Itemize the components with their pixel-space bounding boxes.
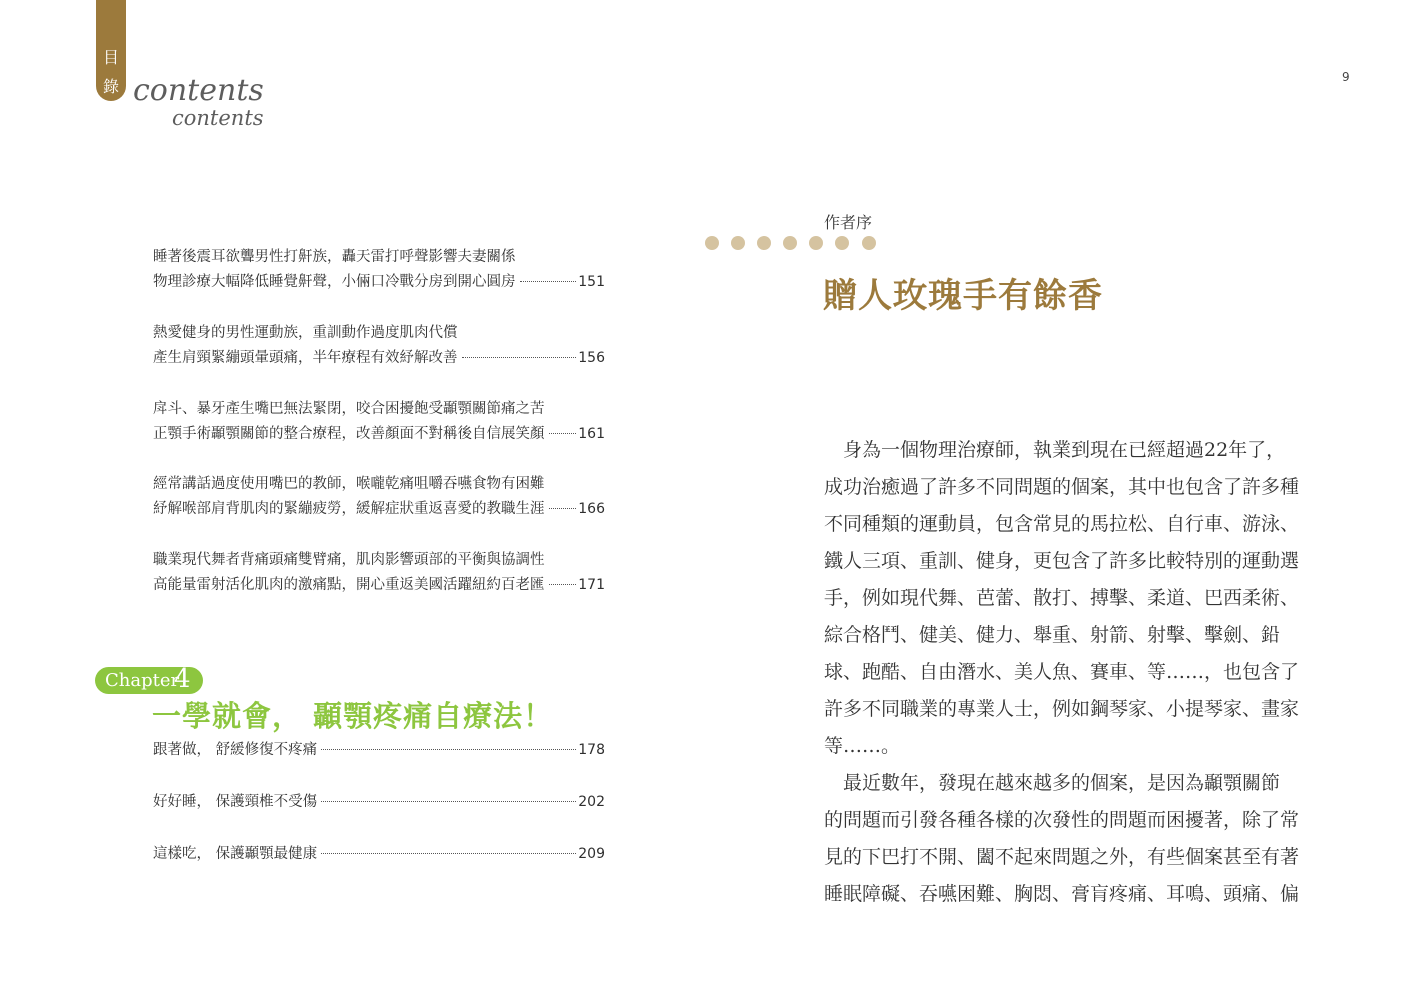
dot-leader [321, 801, 576, 802]
toc-entry[interactable] [153, 245, 605, 295]
body-line: 最近數年，發現在越來越多的個案，是因為顳顎關節 [824, 772, 1281, 794]
decorative-dot [835, 236, 849, 250]
toc-entry[interactable] [153, 321, 605, 371]
body-line: 手，例如現代舞、芭蕾、散打、搏擊、柔道、巴西柔術、 [824, 587, 1300, 609]
toc-entry-line1: 睡著後震耳欲聾男性打鼾族，轟天雷打呼聲影響夫妻關係 [153, 249, 516, 265]
body-line: 鐵人三項、重訓、健身，更包含了許多比較特別的運動選 [824, 550, 1300, 572]
tab-char-mu: 目 [102, 48, 119, 67]
body-line: 等……。 [824, 735, 901, 757]
dot-leader [321, 853, 576, 854]
toc-item-text: 這樣吃， 保護顳顎最健康 [153, 846, 318, 862]
dot-leader [549, 433, 577, 434]
decorative-dot [705, 236, 719, 250]
toc-page-number: 202 [578, 794, 605, 810]
body-line: 球、跑酷、自由潛水、美人魚、賽車、等……，也包含了 [824, 661, 1300, 683]
chapter-badge [95, 664, 203, 694]
chapter-word: Chapter [105, 670, 180, 691]
tab-char-lu: 錄 [102, 77, 119, 96]
preface-body [824, 432, 1316, 913]
toc-entry-line2: 紓解喉部肩背肌肉的緊繃疲勞，緩解症狀重返喜愛的教職生涯 [153, 501, 545, 517]
toc-page-number: 171 [578, 577, 605, 593]
decorative-dot [809, 236, 823, 250]
body-line: 的問題而引發各種各樣的次發性的問題而困擾著，除了常 [824, 809, 1300, 831]
dot-leader [462, 357, 577, 358]
toc-entry-line1: 戽斗、暴牙產生嘴巴無法緊閉，咬合困擾飽受顳顎關節痛之苦 [153, 401, 545, 417]
body-line: 綜合格鬥、健美、健力、舉重、射箭、射擊、擊劍、鉛 [824, 624, 1281, 646]
toc-entry[interactable] [153, 548, 605, 598]
chapter-number: 4 [174, 664, 191, 694]
toc-entry-line2: 物理診療大幅降低睡覺鼾聲，小倆口冷戰分房到開心圓房 [153, 274, 516, 290]
body-line: 成功治癒過了許多不同問題的個案，其中也包含了許多種 [824, 476, 1300, 498]
toc-page-number: 156 [578, 350, 605, 366]
dot-leader [321, 749, 576, 750]
decorative-dot [862, 236, 876, 250]
decorative-dot-bar [705, 236, 876, 250]
decorative-dot [757, 236, 771, 250]
toc-chapter-item[interactable] [153, 790, 605, 815]
toc-chapter-item[interactable] [153, 842, 605, 867]
body-line: 許多不同職業的專業人士，例如鋼琴家、小提琴家、畫家 [824, 698, 1300, 720]
chapter-title: 一學就會， 顳顎疼痛自療法！ [152, 699, 554, 733]
toc-entry[interactable] [153, 472, 605, 522]
toc-entry-line2: 正顎手術顳顎關節的整合療程，改善顏面不對稱後自信展笑顏 [153, 426, 545, 442]
toc-page-number: 178 [578, 742, 605, 758]
preface-title: 贈人玫瑰手有餘香 [823, 276, 1103, 316]
toc-item-text: 跟著做， 舒緩修復不疼痛 [153, 742, 318, 758]
toc-entry[interactable] [153, 397, 605, 447]
contents-subheading: contents [172, 106, 264, 130]
preface-label: 作者序 [824, 213, 873, 232]
toc-entry-line2: 產生肩頸緊繃頭暈頭痛，半年療程有效紓解改善 [153, 350, 458, 366]
body-line: 不同種類的運動員，包含常見的馬拉松、自行車、游泳、 [824, 513, 1300, 535]
body-line: 見的下巴打不開、闔不起來問題之外，有些個案甚至有著 [824, 846, 1300, 868]
dot-leader [520, 281, 577, 282]
decorative-dot [783, 236, 797, 250]
toc-item-text: 好好睡， 保護頸椎不受傷 [153, 794, 318, 810]
toc-chapter-item[interactable] [153, 738, 605, 763]
body-line: 睡眠障礙、吞嚥困難、胸悶、膏肓疼痛、耳鳴、頭痛、偏 [824, 883, 1300, 905]
decorative-dot [731, 236, 745, 250]
toc-entry-line1: 職業現代舞者背痛頭痛雙臂痛，肌肉影響頭部的平衡與協調性 [153, 552, 545, 568]
toc-page-number: 166 [578, 501, 605, 517]
toc-page-number: 151 [578, 274, 605, 290]
toc-entry-line1: 經常講話過度使用嘴巴的教師，喉嚨乾痛咀嚼吞嚥食物有困難 [153, 476, 545, 492]
body-line: 身為一個物理治療師，執業到現在已經超過22年了， [824, 439, 1286, 461]
page-number: 9 [1342, 70, 1350, 84]
dot-leader [549, 584, 577, 585]
toc-entry-line1: 熱愛健身的男性運動族，重訓動作過度肌肉代償 [153, 325, 458, 341]
dot-leader [549, 508, 577, 509]
toc-page-number: 161 [578, 426, 605, 442]
contents-heading: contents [133, 73, 264, 108]
toc-page-number: 209 [578, 846, 605, 862]
toc-entry-line2: 高能量雷射活化肌肉的激痛點，開心重返美國活躍紐約百老匯 [153, 577, 545, 593]
toc-tab [96, 0, 126, 101]
